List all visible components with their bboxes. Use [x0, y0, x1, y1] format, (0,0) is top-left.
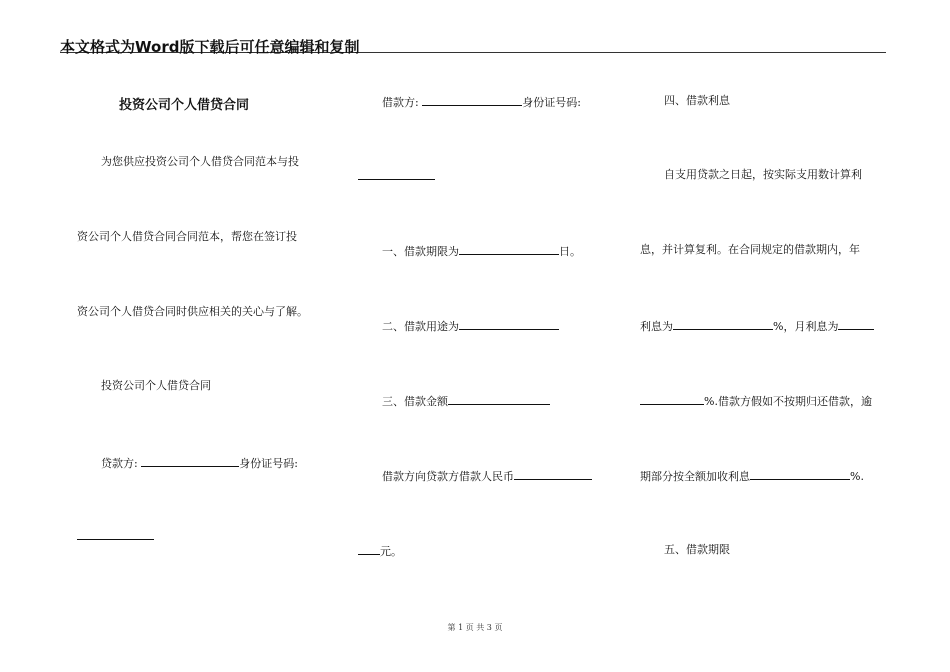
intro-line-2: 资公司个人借贷合同合同范本，帮您在签订投 — [77, 230, 297, 243]
rmb-text: 借款方向贷款方借款人民币 — [382, 470, 514, 483]
term-line — [382, 243, 581, 258]
overdue-text: %.借款方假如不按期归还借款，逾 — [704, 395, 872, 408]
penalty-unit: %. — [850, 470, 864, 483]
use-label: 二、借款用途为 — [382, 320, 459, 333]
yuan-line — [358, 543, 402, 558]
yuan-text: 元。 — [380, 545, 402, 558]
interest-line-3 — [640, 318, 874, 333]
rmb-blank — [514, 468, 592, 480]
intro-line-1: 为您供应投资公司个人借贷合同范本与投 — [101, 155, 299, 168]
monthly-rate-label: %，月利息为 — [773, 320, 839, 333]
term-label: 一、借款期限为 — [382, 245, 459, 258]
borrower-line — [382, 94, 581, 109]
use-line — [382, 318, 559, 333]
contract-subtitle: 投资公司个人借贷合同 — [101, 379, 211, 392]
term-unit: 日。 — [559, 245, 581, 258]
page-footer: 第 1 页 共 3 页 — [447, 623, 503, 632]
interest-line-2: 息，并计算复利。在合同规定的借款期内，年 — [640, 243, 860, 256]
amount-label: 三、借款金额 — [382, 395, 448, 408]
borrower-id-label: 身份证号码: — [522, 96, 581, 109]
intro-line-3: 资公司个人借贷合同时供应相关的关心与了解。 — [77, 305, 308, 318]
annual-rate-blank — [673, 318, 773, 330]
use-blank — [459, 318, 559, 330]
interest-line-5 — [640, 468, 864, 483]
interest-line-4 — [640, 393, 872, 408]
document-title: 投资公司个人借贷合同 — [119, 98, 250, 113]
lender-id-blank — [77, 538, 154, 540]
header-title: 本文格式为Word版下载后可任意编辑和复制 — [60, 38, 360, 56]
rmb-line — [382, 468, 592, 483]
lender-line — [101, 455, 298, 470]
lender-label: 贷款方: — [101, 457, 138, 470]
interest-line-1: 自支用贷款之日起，按实际支用数计算利 — [664, 168, 862, 181]
penalty-label: 期部分按全额加收利息 — [640, 470, 750, 483]
amount-blank — [448, 393, 550, 405]
lender-id-label: 身份证号码: — [239, 457, 298, 470]
penalty-blank — [750, 468, 850, 480]
borrower-label: 借款方: — [382, 96, 419, 109]
monthly-rate-blank-a — [838, 318, 874, 330]
term-blank — [459, 243, 559, 255]
yuan-blank — [358, 543, 380, 555]
annual-rate-label: 利息为 — [640, 320, 673, 333]
monthly-rate-blank-b — [640, 393, 704, 405]
borrower-id-blank — [358, 178, 435, 180]
interest-heading: 四、借款利息 — [664, 94, 730, 107]
amount-line — [382, 393, 550, 408]
borrower-name-blank — [422, 94, 522, 106]
page-header — [60, 30, 886, 56]
lender-name-blank — [141, 455, 239, 467]
period-heading: 五、借款期限 — [664, 543, 730, 556]
